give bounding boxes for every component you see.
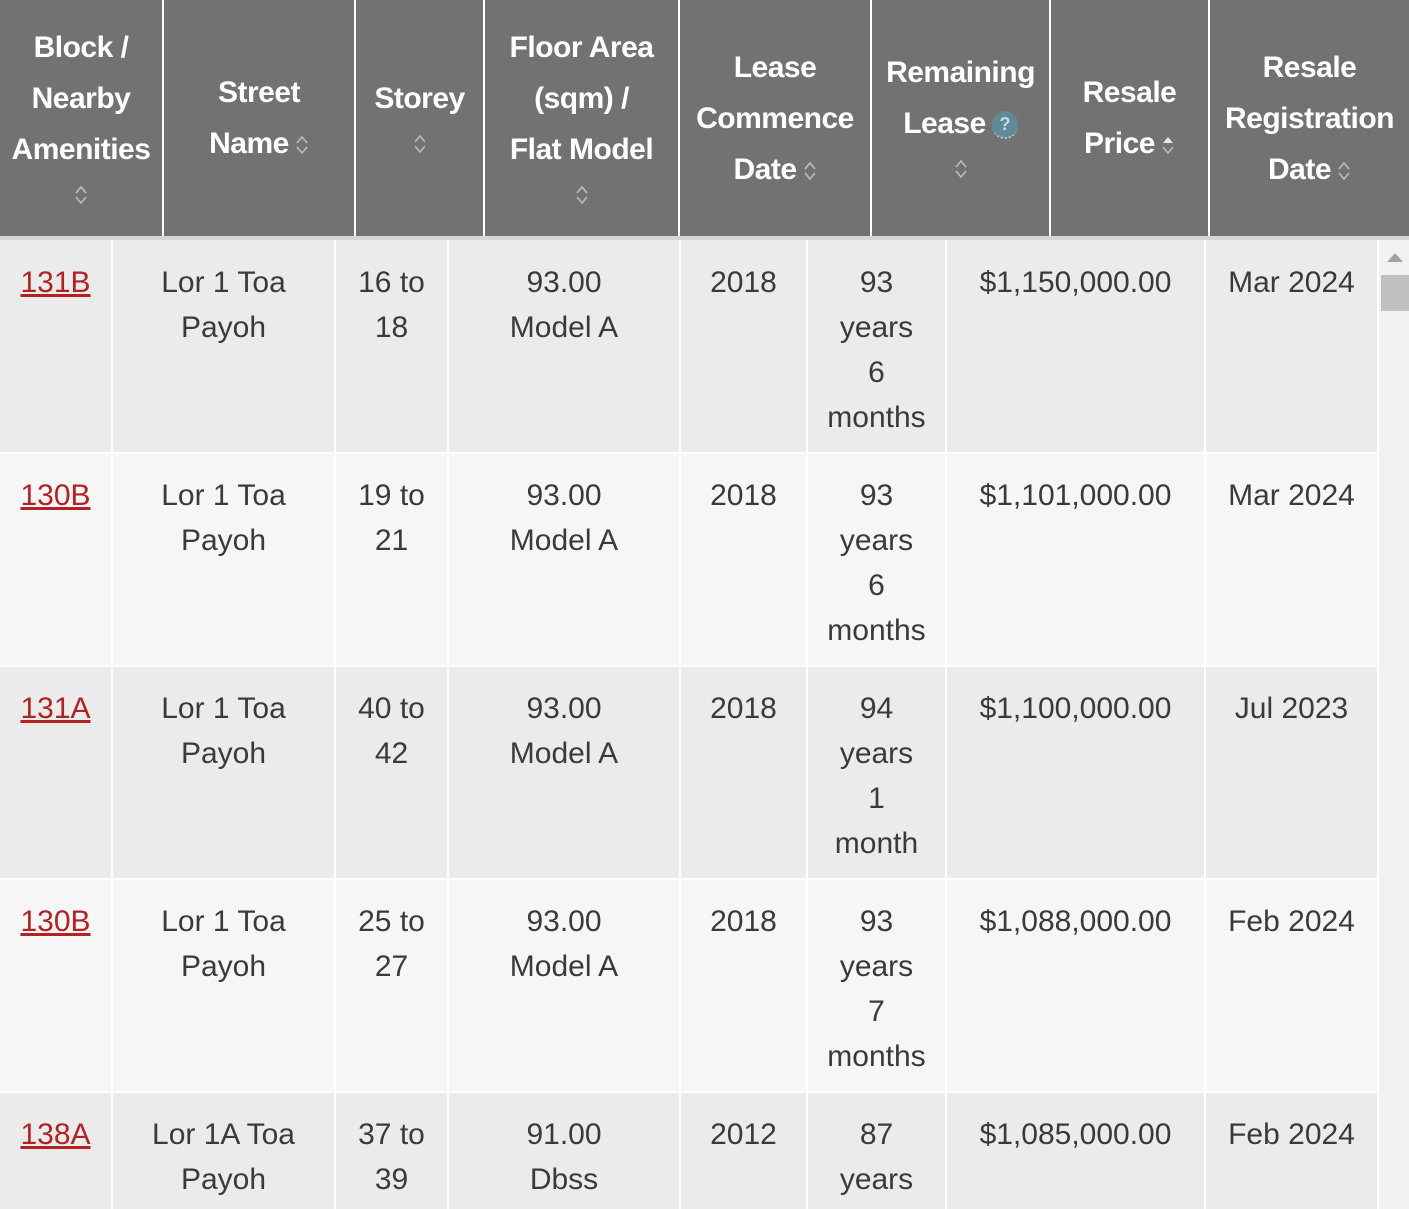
column-header-label: Floor Area	[509, 30, 654, 64]
cell-line: Lor 1 Toa	[161, 266, 286, 299]
cell-line: 93	[859, 266, 894, 299]
column-header-label: Lease	[733, 50, 817, 84]
cell-line: years	[839, 1163, 914, 1196]
cell-price	[947, 1092, 1206, 1209]
cell-storey	[336, 1092, 449, 1209]
cell-line: 42	[374, 737, 409, 770]
cell-line: 93	[859, 905, 894, 938]
table-row	[0, 453, 1377, 666]
column-header[interactable]	[0, 0, 164, 236]
cell-line: 19 to	[358, 479, 425, 512]
column-header[interactable]	[1051, 0, 1210, 236]
cell-remaining	[808, 240, 947, 453]
sort-icon[interactable]	[295, 134, 309, 156]
cell-remaining	[808, 879, 947, 1092]
column-header[interactable]	[680, 0, 872, 236]
cell-value: Mar 2024	[1228, 266, 1355, 299]
cell-line: Payoh	[180, 950, 267, 983]
cell-line: 93.00	[526, 692, 602, 725]
cell-line: years	[839, 311, 914, 344]
cell-line: Model A	[509, 311, 619, 344]
scrollbar-thumb[interactable]	[1381, 275, 1409, 311]
column-header-label: Flat Model	[509, 132, 654, 166]
cell-line: 6	[868, 356, 885, 389]
column-header[interactable]	[164, 0, 356, 236]
column-header-label: Amenities	[11, 132, 151, 166]
cell-line: 6	[868, 569, 885, 602]
cell-lease-date	[681, 453, 808, 666]
cell-value: $1,150,000.00	[979, 266, 1172, 299]
cell-storey	[336, 666, 449, 879]
column-header-label: Lease	[903, 107, 986, 140]
cell-line: Lor 1 Toa	[161, 479, 286, 512]
block-link[interactable]: 131A	[20, 692, 91, 725]
cell-reg-date	[1206, 666, 1377, 879]
column-header-label: Remaining	[886, 56, 1035, 89]
cell-value: Jul 2023	[1234, 692, 1349, 725]
cell-line: 87	[859, 1118, 894, 1151]
cell-lease-date	[681, 1092, 808, 1209]
cell-line: Lor 1 Toa	[161, 905, 286, 938]
cell-line: 1	[868, 782, 885, 815]
cell-line: years	[839, 524, 914, 557]
cell-area	[449, 879, 681, 1092]
cell-line: 7	[868, 995, 885, 1028]
cell-line: Model A	[509, 524, 619, 557]
cell-value: 2018	[710, 266, 777, 299]
cell-line: months	[827, 1040, 926, 1073]
cell-line: Payoh	[180, 524, 267, 557]
table-body	[0, 240, 1377, 1209]
cell-line: Dbss	[529, 1163, 599, 1196]
column-header-label: (sqm) /	[534, 81, 629, 115]
cell-lease-date	[681, 240, 808, 453]
cell-reg-date	[1206, 879, 1377, 1092]
cell-price	[947, 240, 1206, 453]
cell-block	[0, 240, 113, 453]
cell-value: 2012	[710, 1118, 777, 1151]
cell-street	[113, 453, 336, 666]
sort-desc-icon[interactable]	[1161, 134, 1175, 156]
block-link[interactable]: 130B	[20, 479, 91, 512]
cell-line: Payoh	[180, 311, 267, 344]
cell-street	[113, 1092, 336, 1209]
cell-line: 37 to	[358, 1118, 425, 1151]
cell-value: 2018	[710, 479, 777, 512]
cell-line: 21	[374, 524, 409, 557]
cell-area	[449, 240, 681, 453]
cell-price	[947, 879, 1206, 1092]
cell-line: Lor 1A Toa	[152, 1118, 295, 1151]
cell-line: 93	[859, 479, 894, 512]
scroll-up-arrow-icon[interactable]	[1387, 253, 1403, 262]
table-row	[0, 1092, 1377, 1209]
cell-block	[0, 1092, 113, 1209]
cell-line: 93.00	[526, 479, 602, 512]
cell-area	[449, 666, 681, 879]
cell-street	[113, 666, 336, 879]
table-row	[0, 666, 1377, 879]
cell-line: Lor 1 Toa	[161, 692, 286, 725]
cell-remaining	[808, 666, 947, 879]
cell-line: Payoh	[180, 737, 267, 770]
cell-line: 91.00	[526, 1118, 602, 1151]
cell-price	[947, 453, 1206, 666]
cell-line: 93.00	[526, 905, 602, 938]
cell-storey	[336, 879, 449, 1092]
cell-remaining	[808, 1092, 947, 1209]
cell-line: years	[839, 737, 914, 770]
cell-line: 18	[374, 311, 409, 344]
sort-icon[interactable]	[74, 184, 88, 206]
column-header[interactable]	[356, 0, 485, 236]
cell-area	[449, 453, 681, 666]
cell-lease-date	[681, 666, 808, 879]
block-link[interactable]: 130B	[20, 905, 91, 938]
column-header-label: Price	[1084, 127, 1155, 160]
cell-value: $1,088,000.00	[979, 905, 1172, 938]
row-divider	[0, 878, 1377, 880]
cell-value: Mar 2024	[1228, 479, 1355, 512]
sort-icon[interactable]	[413, 133, 427, 155]
column-header[interactable]	[485, 0, 680, 236]
cell-block	[0, 666, 113, 879]
column-header-label: Block /	[33, 30, 129, 64]
cell-line: years	[839, 950, 914, 983]
cell-line: Payoh	[180, 1163, 267, 1196]
cell-line: 25 to	[358, 905, 425, 938]
cell-line: 16 to	[358, 266, 425, 299]
sort-icon[interactable]	[1337, 160, 1351, 182]
column-header[interactable]	[872, 0, 1051, 236]
row-divider	[0, 452, 1377, 454]
cell-line: 27	[374, 950, 409, 983]
cell-value: $1,100,000.00	[979, 692, 1172, 725]
table-header	[0, 0, 1409, 236]
cell-block	[0, 879, 113, 1092]
help-icon[interactable]: ?	[992, 111, 1018, 139]
sort-icon[interactable]	[954, 158, 968, 180]
cell-line: months	[827, 614, 926, 647]
cell-lease-date	[681, 879, 808, 1092]
table-row	[0, 879, 1377, 1092]
sort-icon[interactable]	[803, 160, 817, 182]
column-header-label: Name	[209, 127, 289, 160]
cell-area	[449, 1092, 681, 1209]
column-header-label: Date	[1267, 152, 1332, 186]
cell-line: 93.00	[526, 266, 602, 299]
column-header-label: Nearby	[31, 81, 131, 115]
cell-value: $1,101,000.00	[979, 479, 1172, 512]
cell-value: Feb 2024	[1228, 1118, 1355, 1151]
column-header-label: Date	[733, 152, 797, 186]
column-header-label: Resale	[1262, 50, 1357, 84]
column-header[interactable]	[1210, 0, 1409, 236]
cell-line: Model A	[509, 950, 619, 983]
cell-value: 2018	[710, 905, 777, 938]
cell-reg-date	[1206, 1092, 1377, 1209]
column-header-label: Commence	[696, 101, 854, 135]
row-divider	[0, 1091, 1377, 1093]
cell-line: month	[834, 827, 919, 860]
cell-remaining	[808, 453, 947, 666]
cell-value: 2018	[710, 692, 777, 725]
column-header-label: Street	[217, 76, 301, 109]
cell-price	[947, 666, 1206, 879]
cell-storey	[336, 453, 449, 666]
block-link[interactable]: 131B	[20, 266, 91, 299]
cell-reg-date	[1206, 453, 1377, 666]
row-divider	[0, 665, 1377, 667]
scrollbar[interactable]	[1379, 240, 1409, 1209]
sort-icon[interactable]	[575, 184, 589, 206]
column-header-label: Resale	[1082, 76, 1177, 109]
cell-street	[113, 879, 336, 1092]
cell-street	[113, 240, 336, 453]
cell-line: months	[827, 401, 926, 434]
cell-block	[0, 453, 113, 666]
cell-line: 94	[859, 692, 894, 725]
column-header-label: Registration	[1224, 101, 1395, 135]
cell-line: 39	[374, 1163, 409, 1196]
cell-storey	[336, 240, 449, 453]
cell-value: $1,085,000.00	[979, 1118, 1172, 1151]
table-row	[0, 240, 1377, 453]
block-link[interactable]: 138A	[20, 1118, 91, 1151]
column-header-label: Storey	[374, 81, 465, 115]
cell-line: Model A	[509, 737, 619, 770]
cell-line: 40 to	[358, 692, 425, 725]
cell-reg-date	[1206, 240, 1377, 453]
cell-value: Feb 2024	[1228, 905, 1355, 938]
